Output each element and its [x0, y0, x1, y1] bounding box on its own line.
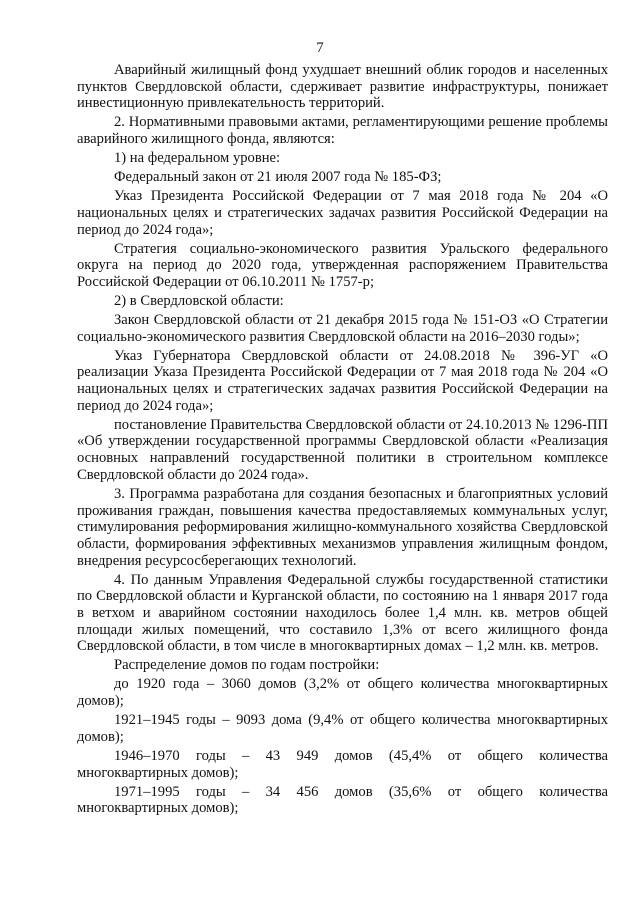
- paragraph-legal-acts: 2. Нормативными правовыми актами, регламентирующими решение проблемы аварийного жилищного фонда, являются:: [77, 114, 608, 148]
- paragraph-regional-law: Закон Свердловской области от 21 декабря 2015 года № 151-ОЗ «О Стратегии социально-экономического развития Свердловской области на 2016–2030 годы»;: [77, 311, 608, 345]
- paragraph-distribution-heading: Распределение домов по годам постройки:: [114, 657, 380, 674]
- paragraph-before-1920: до 1920 года – 3060 домов (3,2% от общего количества многоквартирных домов);: [77, 676, 608, 710]
- document-body: [77, 62, 608, 817]
- paragraph-1946-1970: 1946–1970 годы – 43 949 домов (45,4% от общего количества многоквартирных домов);: [77, 747, 608, 781]
- paragraph-federal-level: 1) на федеральном уровне:: [114, 150, 281, 167]
- paragraph-ural-strategy: Стратегия социально-экономического развития Уральского федерального округа на период до 2020 года, утвержденная распоряжением Правительства Российской Федерации от 06.10.2011 № 1757-р;: [77, 240, 608, 290]
- page-number: 7: [316, 40, 324, 56]
- paragraph-intro: Аварийный жилищный фонд ухудшает внешний облик городов и населенных пунктов Свердловской области, сдерживает развитие инфраструктуры, понижает инвестиционную привлекательность территорий.: [77, 62, 608, 112]
- paragraph-1921-1945: 1921–1945 годы – 9093 дома (9,4% от общего количества многоквартирных домов);: [77, 712, 608, 745]
- paragraph-regional-level: 2) в Свердловской области:: [114, 292, 284, 309]
- paragraph-governor-decree: Указ Губернатора Свердловской области от 24.08.2018 № 396-УГ «О реализации Указа Президента Российской Федерации от 7 мая 2018 года № 204 «О национальных целях и стратегических задачах развития Российской Федерации на период до 2024 года»;: [77, 347, 608, 414]
- paragraph-program-goals: 3. Программа разработана для создания безопасных и благоприятных условий проживания граждан, повышения качества предоставляемых коммунальных услуг, стимулирования реформирования жилищно-коммунального хозяйства Свердловской области, формирования эффективных механизмов управления жилищным фондом, внедрения ресурсосберегающих технологий.: [77, 485, 608, 569]
- paragraph-presidential-decree: Указ Президента Российской Федерации от 7 мая 2018 года № 204 «О национальных целях и стратегических задачах развития Российской Федерации на период до 2024 года»;: [77, 188, 608, 238]
- paragraph-1971-1995: 1971–1995 годы – 34 456 домов (35,6% от общего количества многоквартирных домов);: [77, 783, 608, 817]
- paragraph-federal-law: Федеральный закон от 21 июля 2007 года № 185-ФЗ;: [114, 169, 442, 186]
- paragraph-government-resolution: постановление Правительства Свердловской области от 24.10.2013 № 1296-ПП «Об утверждении государственной программы Свердловской области «Реализация основных направлений государственной политики в строительном комплексе Свердловской области до 2024 года».: [77, 416, 608, 483]
- paragraph-statistics: 4. По данным Управления Федеральной службы государственной статистики по Свердловской области и Курганской области, по состоянию на 1 января 2017 года в ветхом и аварийном состоянии находилось более 1,4 млн. кв. метров общей площади жилых помещений, что составило 1,3% от всего жилищного фонда Свердловской области, в том числе в многоквартирных домах – 1,2 млн. кв. метров.: [77, 571, 608, 655]
